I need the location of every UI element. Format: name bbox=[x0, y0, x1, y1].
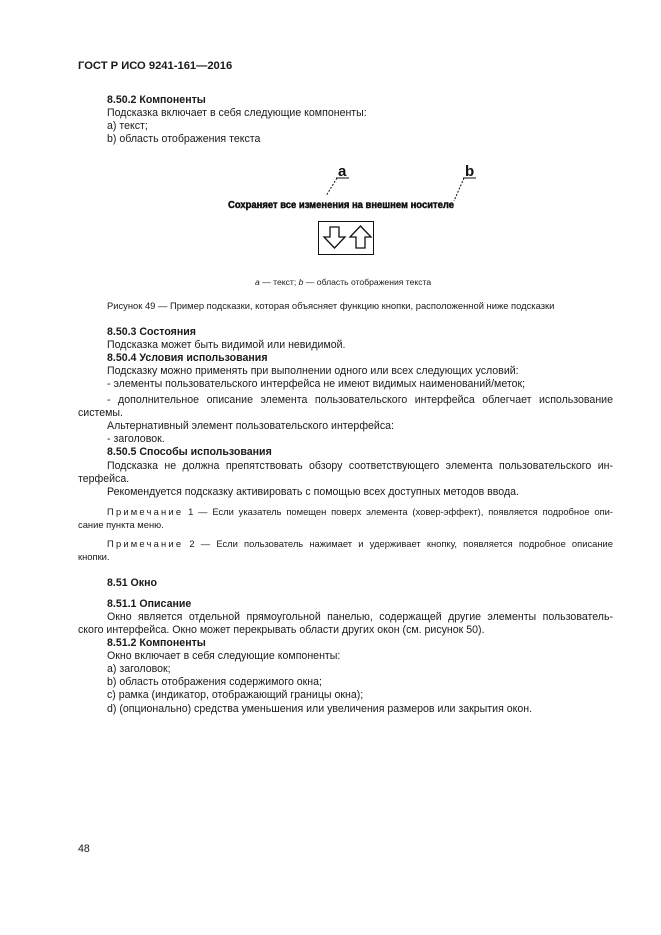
list-item: d) (опционально) средства уменьшения или увеличения размеров или закрытия окон. bbox=[107, 703, 533, 715]
list-item: c) рамка (индикатор, отображающий границы окна); bbox=[107, 689, 364, 701]
label-a: a bbox=[338, 163, 347, 180]
section-8-51-title: 8.51 Окно bbox=[107, 577, 157, 589]
legend-a-text: — текст; bbox=[259, 277, 299, 287]
upload-arrow-icon bbox=[350, 226, 371, 248]
section-8-50-2-intro: Подсказка включает в себя следующие компоненты: bbox=[107, 107, 367, 119]
section-8-50-5-title: 8.50.5 Способы использования bbox=[107, 446, 272, 458]
bullet-item: - заголовок. bbox=[107, 433, 165, 445]
note-2-text: 2 — Если пользователь нажимает и удерживает кнопку, появляется подробное описание bbox=[189, 538, 613, 549]
list-item: b) область отображения текста bbox=[107, 133, 261, 145]
note-2-label: Примечание bbox=[107, 538, 184, 549]
paragraph: Подсказка не должна препятствовать обзору соответствующего элемента пользовательского ин- bbox=[107, 460, 613, 472]
list-item: b) область отображения содержимого окна; bbox=[107, 676, 322, 688]
bullet-item: - элементы пользовательского интерфейса не имеют видимых наименований/меток; bbox=[107, 378, 526, 390]
figure-legend bbox=[255, 276, 431, 288]
note-2 bbox=[107, 538, 613, 550]
section-8-50-4-title: 8.50.4 Условия использования bbox=[107, 352, 268, 364]
leader-line-a bbox=[326, 178, 337, 196]
paragraph: Окно включает в себя следующие компоненты: bbox=[107, 650, 341, 662]
figure-49 bbox=[0, 0, 661, 320]
leader-line-b bbox=[454, 178, 464, 201]
bullet-item: - дополнительное описание элемента пользовательского интерфейса облегчает использование bbox=[107, 394, 613, 406]
legend-b-text: — область отображения текста bbox=[303, 277, 432, 287]
list-item: a) заголовок; bbox=[107, 663, 171, 675]
section-8-50-3-text: Подсказка может быть видимой или невидимой. bbox=[107, 339, 346, 351]
section-8-51-2-title: 8.51.2 Компоненты bbox=[107, 637, 206, 649]
paragraph: Подсказку можно применять при выполнении одного или всех следующих условий: bbox=[107, 365, 519, 377]
paragraph-continued: ского интерфейса. Окно может перекрывать области других окон (см. рисунок 50). bbox=[78, 624, 485, 636]
legend-b: b bbox=[298, 277, 304, 287]
paragraph: Окно является отдельной прямоугольной панелью, содержащей другие элементы пользователь- bbox=[107, 611, 613, 623]
figure-caption: Рисунок 49 — Пример подсказки, которая объясняет функцию кнопки, расположенной ниже подсказки bbox=[107, 300, 555, 311]
label-b: b bbox=[465, 163, 475, 180]
section-8-50-2-title: 8.50.2 Компоненты bbox=[107, 94, 206, 106]
tooltip-text: Сохраняет все изменения на внешнем носителе bbox=[228, 200, 455, 211]
note-1-text: 1 — Если указатель помещен поверх элемента (ховер-эффект), появляется подробное опи- bbox=[188, 506, 614, 517]
note-1 bbox=[107, 506, 613, 518]
legend-a: a bbox=[255, 277, 260, 287]
note-2-continued: кнопки. bbox=[78, 551, 110, 562]
bullet-item-continued: системы. bbox=[78, 407, 123, 419]
paragraph: Рекомендуется подсказку активировать с помощью всех доступных методов ввода. bbox=[107, 486, 519, 498]
section-8-50-3-title: 8.50.3 Состояния bbox=[107, 326, 196, 338]
section-8-51-1-title: 8.51.1 Описание bbox=[107, 598, 192, 610]
list-item: a) текст; bbox=[107, 120, 148, 132]
note-1-label: Примечание bbox=[107, 506, 184, 517]
note-1-continued: сание пункта меню. bbox=[78, 519, 164, 530]
page-number: 48 bbox=[78, 843, 90, 855]
paragraph-continued: терфейса. bbox=[78, 473, 130, 485]
paragraph: Альтернативный элемент пользовательского интерфейса: bbox=[107, 420, 394, 432]
download-arrow-icon bbox=[324, 227, 345, 248]
page-header: ГОСТ Р ИСО 9241-161—2016 bbox=[78, 60, 233, 72]
